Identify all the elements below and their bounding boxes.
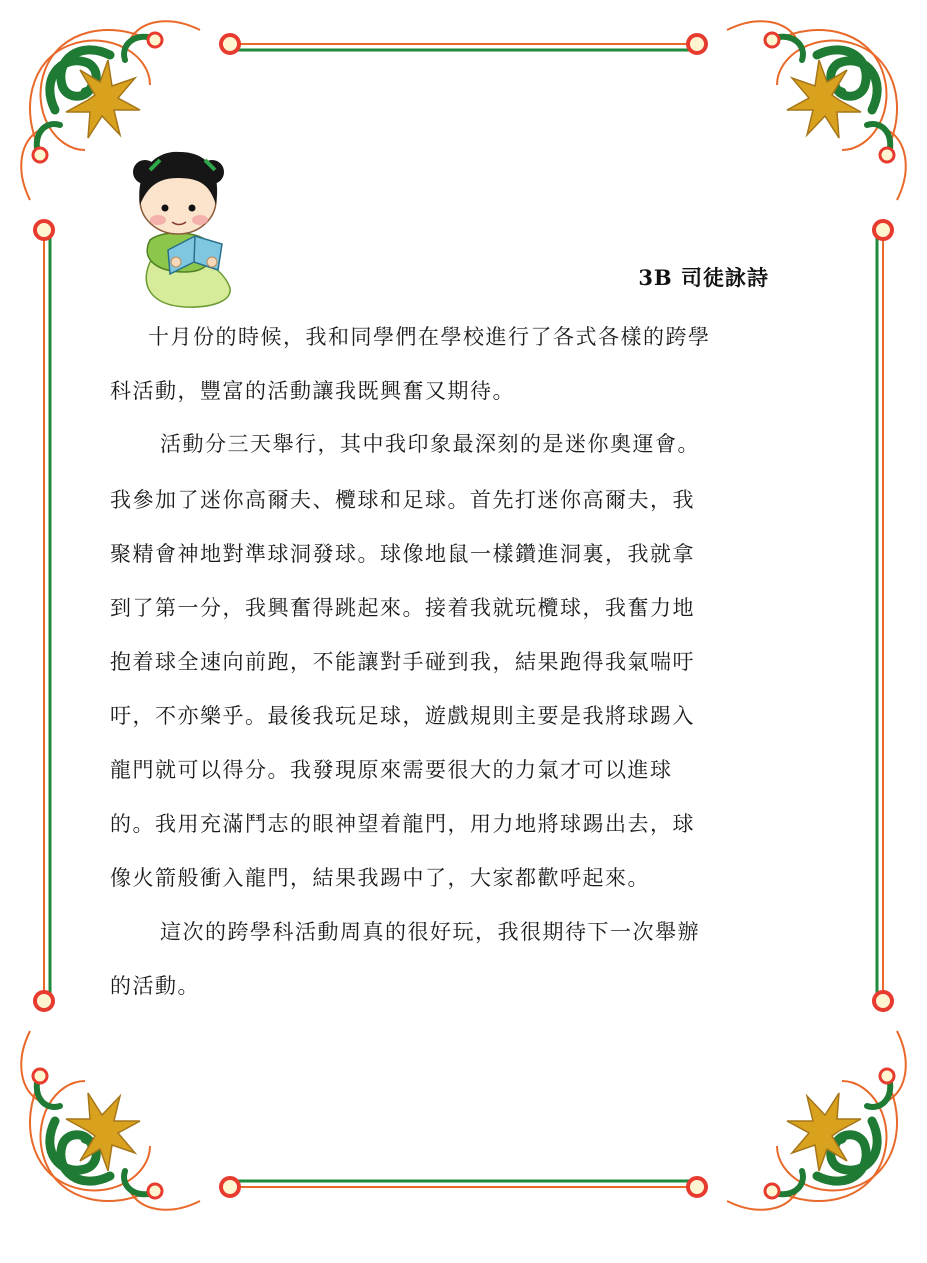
text-line: 抱着球全速向前跑，不能讓對手碰到我，結果跑得我氣喘吁 [110, 650, 695, 674]
text-line: 聚精會神地對準球洞發球。球像地鼠一樣鑽進洞裏，我就拿 [110, 542, 695, 566]
text-line: 科活動，豐富的活動讓我既興奮又期待。 [110, 379, 515, 403]
girl-reading-illustration [133, 152, 230, 307]
text-line: 活動分三天舉行，其中我印象最深刻的是迷你奧運會。 [160, 432, 700, 456]
text-line: 的活動。 [110, 974, 200, 998]
text-line: 十月份的時候，我和同學們在學校進行了各式各樣的跨學 [148, 325, 711, 349]
text-line: 到了第一分，我興奮得跳起來。接着我就玩欖球，我奮力地 [110, 596, 695, 620]
text-line: 吁，不亦樂乎。最後我玩足球，遊戲規則主要是我將球踢入 [110, 704, 695, 728]
text-line: 我參加了迷你高爾夫、欖球和足球。首先打迷你高爾夫，我 [110, 488, 695, 512]
text-line: 龍門就可以得分。我發現原來需要很大的力氣才可以進球 [110, 758, 673, 782]
author-byline: 3B 司徒詠詩 [638, 265, 769, 290]
text-line: 這次的跨學科活動周真的很好玩，我很期待下一次舉辦 [160, 920, 700, 944]
text-line: 像火箭般衝入龍門，結果我踢中了，大家都歡呼起來。 [110, 866, 650, 890]
text-line: 的。我用充滿鬥志的眼神望着龍門，用力地將球踢出去，球 [110, 812, 695, 836]
